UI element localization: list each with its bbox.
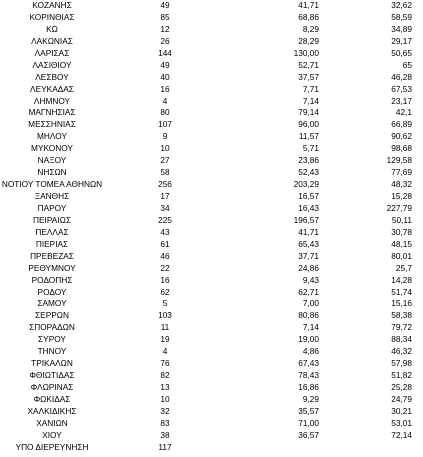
- region-name-cell: ΠΑΡΟΥ: [37, 202, 67, 213]
- cases-cell: 19: [160, 334, 170, 345]
- region-name-cell: ΡΕΘΥΜΝΟΥ: [28, 262, 76, 273]
- region-name-cell: ΜΗΛΟΥ: [37, 131, 67, 142]
- region-name-cell: ΛΑΚΩΝΙΑΣ: [31, 35, 73, 46]
- rate-cell: 96,00: [298, 119, 319, 130]
- region-name-cell: ΣΠΟΡΑΔΩΝ: [29, 322, 75, 333]
- cases-cell: 16: [160, 83, 170, 94]
- rate-cell: 203,29: [293, 179, 319, 190]
- table-row: [0, 48, 423, 60]
- table-row: [0, 406, 423, 418]
- rate-cell-2: 80,01: [391, 250, 412, 261]
- cases-cell: 40: [160, 71, 170, 82]
- rate-cell-2: 65: [402, 59, 412, 70]
- rate-cell-2: 129,58: [386, 155, 412, 166]
- table-row: [0, 24, 423, 36]
- rate-cell-2: 46,32: [391, 346, 412, 357]
- table-row: [0, 310, 423, 322]
- table-row: [0, 131, 423, 143]
- rate-cell: 7,14: [302, 322, 319, 333]
- rate-cell: 4,86: [302, 346, 319, 357]
- rate-cell-2: 66,89: [391, 119, 412, 130]
- rate-cell-2: 32,62: [391, 0, 412, 10]
- rate-cell: 80,86: [298, 310, 319, 321]
- table-row: [0, 143, 423, 155]
- rate-cell: 62,71: [298, 286, 319, 297]
- region-name-cell: ΠΙΕΡΙΑΣ: [35, 238, 69, 249]
- region-name-cell: ΦΛΩΡΙΝΑΣ: [30, 382, 74, 392]
- region-name-cell: ΚΟΡΙΝΘΙΑΣ: [29, 11, 75, 22]
- rate-cell: 41,71: [298, 226, 319, 237]
- rate-cell-2: 34,89: [391, 23, 412, 34]
- table-row: [0, 119, 423, 131]
- rate-cell: 52,71: [298, 59, 319, 70]
- table-row: [0, 275, 423, 287]
- rate-cell-2: 98,68: [391, 143, 412, 154]
- table-row: [0, 382, 423, 394]
- cases-cell: 49: [160, 59, 170, 70]
- cases-cell: 38: [160, 429, 170, 440]
- rate-cell-2: 23,17: [391, 95, 412, 106]
- rate-cell: 9,43: [302, 274, 319, 285]
- rate-cell-2: 77,69: [391, 167, 412, 178]
- rate-cell-2: [371, 442, 412, 454]
- table-row: [0, 167, 423, 179]
- region-name-cell: ΦΩΚΙΔΑΣ: [33, 393, 71, 404]
- region-name-cell: ΡΟΔΟΥ: [37, 286, 67, 297]
- rate-cell-2: 53,01: [391, 417, 412, 428]
- table-row: [0, 239, 423, 251]
- rate-cell-2: 88,34: [391, 334, 412, 345]
- table-row: [0, 263, 423, 275]
- cases-cell: 10: [160, 393, 170, 404]
- rate-cell: 16,86: [298, 382, 319, 392]
- table-row: [0, 322, 423, 334]
- rate-cell-2: 25,28: [391, 382, 412, 392]
- region-name-cell: ΚΟΖΑΝΗΣ: [32, 0, 72, 10]
- region-name-cell: ΥΠΟ ΔΙΕΡΕΥΝΗΣΗ: [15, 441, 89, 452]
- cases-cell: 11: [160, 322, 170, 333]
- region-name-cell: ΞΑΝΘΗΣ: [34, 191, 70, 201]
- table-row: [0, 179, 423, 191]
- cases-cell: 256: [158, 179, 172, 190]
- rate-cell-2: 15,28: [391, 191, 412, 201]
- rate-cell-2: 79,72: [391, 322, 412, 333]
- region-name-cell: ΣΑΜΟΥ: [37, 298, 67, 309]
- rate-cell: 78,43: [298, 370, 319, 381]
- rate-cell-2: 50,65: [391, 47, 412, 58]
- rate-cell: 7,71: [302, 83, 319, 94]
- cases-cell: 61: [160, 238, 170, 249]
- rate-cell: 8,29: [302, 23, 319, 34]
- region-name-cell: ΜΕΣΣΗΝΙΑΣ: [28, 119, 76, 130]
- table-row: [0, 107, 423, 119]
- rate-cell-2: 67,53: [391, 83, 412, 94]
- table-row: [0, 430, 423, 442]
- rate-cell: 68,86: [298, 11, 319, 22]
- table-row: [0, 334, 423, 346]
- table-row: [0, 418, 423, 430]
- cases-cell: 27: [160, 155, 170, 166]
- rate-cell: 37,71: [298, 250, 319, 261]
- region-name-cell: ΤΗΝΟΥ: [37, 346, 67, 357]
- cases-cell: 5: [162, 298, 168, 309]
- cases-cell: 22: [160, 262, 170, 273]
- region-name-cell: ΜΑΓΝΗΣΙΑΣ: [28, 107, 76, 118]
- rate-cell: 19,00: [298, 334, 319, 345]
- cases-cell: 26: [160, 35, 170, 46]
- rate-cell: 196,57: [293, 214, 319, 225]
- cases-cell: 62: [160, 286, 170, 297]
- region-name-cell: ΠΕΛΛΑΣ: [35, 226, 69, 237]
- region-name-cell: ΡΟΔΟΠΗΣ: [31, 274, 73, 285]
- cases-cell: 83: [160, 417, 170, 428]
- table-row: [0, 251, 423, 263]
- region-name-cell: ΧΑΛΚΙΔΙΚΗΣ: [27, 405, 77, 416]
- table-row: [0, 394, 423, 406]
- region-name-cell: ΚΩ: [46, 23, 58, 34]
- region-name-cell: ΠΡΕΒΕΖΑΣ: [30, 250, 74, 261]
- cases-cell: 34: [160, 202, 170, 213]
- table-row: [0, 72, 423, 84]
- cases-cell: 80: [160, 107, 170, 118]
- rate-cell: 9,29: [302, 393, 319, 404]
- region-name-cell: ΣΕΡΡΩΝ: [35, 310, 69, 321]
- table-row: [0, 298, 423, 310]
- cases-cell: 85: [160, 11, 170, 22]
- region-name-cell: ΛΑΡΙΣΑΣ: [34, 47, 70, 58]
- cases-cell: 49: [160, 0, 170, 10]
- rate-cell-2: 30,78: [391, 226, 412, 237]
- table-row: [0, 287, 423, 299]
- table-row: [0, 370, 423, 382]
- region-name-cell: ΠΕΙΡΑΙΩΣ: [33, 214, 71, 225]
- table-row: [0, 0, 423, 12]
- rate-cell: 79,14: [298, 107, 319, 118]
- rate-cell-2: 15,16: [391, 298, 412, 309]
- rate-cell: 28,29: [298, 35, 319, 46]
- rate-cell-2: 58,59: [391, 11, 412, 22]
- region-name-cell: ΛΕΥΚΑΔΑΣ: [30, 83, 74, 94]
- rate-cell: 52,43: [298, 167, 319, 178]
- rate-cell-2: 48,32: [391, 179, 412, 190]
- rate-cell-2: 90,62: [391, 131, 412, 142]
- rate-cell-2: 29,17: [391, 35, 412, 46]
- table-row: [0, 227, 423, 239]
- table-row: [0, 60, 423, 72]
- rate-cell-2: 24,79: [391, 393, 412, 404]
- cases-cell: 32: [160, 405, 170, 416]
- region-name-cell: ΛΑΣΙΘΙΟΥ: [32, 59, 72, 70]
- table-row: [0, 84, 423, 96]
- region-name-cell: ΜΥΚΟΝΟΥ: [31, 143, 73, 154]
- rate-cell: 37,57: [298, 71, 319, 82]
- cases-cell: 117: [158, 441, 172, 452]
- region-name-cell: ΝΑΞΟΥ: [37, 155, 67, 166]
- rate-cell-2: 14,28: [391, 274, 412, 285]
- rate-cell: 35,57: [298, 405, 319, 416]
- rate-cell-2: 57,98: [391, 358, 412, 369]
- cases-cell: 103: [158, 310, 172, 321]
- region-name-cell: ΝΗΣΩΝ: [37, 167, 67, 178]
- rate-cell: 11,57: [298, 131, 319, 142]
- region-name-cell: ΤΡΙΚΑΛΩΝ: [31, 358, 73, 369]
- rate-cell-2: 25,7: [395, 262, 412, 273]
- table-row: [0, 346, 423, 358]
- rate-cell-2: 46,28: [391, 71, 412, 82]
- cases-cell: 107: [158, 119, 172, 130]
- cases-cell: 46: [160, 250, 170, 261]
- rate-cell: 41,71: [298, 0, 319, 10]
- cases-cell: 144: [158, 47, 172, 58]
- cases-cell: 4: [162, 346, 168, 357]
- rate-cell: 24,86: [298, 262, 319, 273]
- table-row: [0, 155, 423, 167]
- cases-cell: 76: [160, 358, 170, 369]
- cases-cell: 9: [162, 131, 168, 142]
- cases-cell: 17: [160, 191, 170, 201]
- rate-cell: 67,43: [298, 358, 319, 369]
- cases-cell: 4: [162, 95, 168, 106]
- cases-cell: 13: [160, 382, 170, 392]
- table-row: [0, 12, 423, 24]
- rate-cell-2: 50,11: [391, 214, 412, 225]
- rate-cell: 16,43: [298, 202, 319, 213]
- cases-cell: 225: [158, 214, 172, 225]
- rate-cell: 7,00: [302, 298, 319, 309]
- rate-cell-2: 72,14: [391, 429, 412, 440]
- cases-cell: 43: [160, 226, 170, 237]
- rate-cell: 130,00: [293, 47, 319, 58]
- region-name-cell: ΛΗΜΝΟΥ: [33, 95, 71, 106]
- rate-cell: 7,14: [302, 95, 319, 106]
- rate-cell-2: 227,79: [386, 202, 412, 213]
- rate-cell: 5,71: [302, 143, 319, 154]
- rate-cell: 23,86: [298, 155, 319, 166]
- rate-cell: 65,43: [298, 238, 319, 249]
- rate-cell-2: 51,74: [391, 286, 412, 297]
- region-name-cell: ΛΕΣΒΟΥ: [35, 71, 69, 82]
- region-name-cell: ΧΑΝΙΩΝ: [36, 417, 68, 428]
- table-row: [0, 442, 423, 454]
- rate-cell: 36,57: [298, 429, 319, 440]
- cases-cell: 82: [160, 370, 170, 381]
- rate-cell: 16,57: [298, 191, 319, 201]
- table-row: [0, 191, 423, 203]
- cases-cell: 58: [160, 167, 170, 178]
- region-name-cell: ΣΥΡΟΥ: [38, 334, 66, 345]
- region-name-cell: ΝΟΤΙΟΥ ΤΟΜΕΑ ΑΘΗΝΩΝ: [1, 179, 103, 190]
- rate-cell-2: 58,38: [391, 310, 412, 321]
- cases-cell: 10: [160, 143, 170, 154]
- table-row: [0, 203, 423, 215]
- rate-cell-2: 51,82: [391, 370, 412, 381]
- rate-cell: [269, 442, 319, 454]
- cases-cell: 12: [160, 23, 170, 34]
- rate-cell-2: 48,15: [391, 238, 412, 249]
- rate-cell-2: 30,21: [391, 405, 412, 416]
- table-row: [0, 358, 423, 370]
- table-row: [0, 36, 423, 48]
- region-name-cell: ΧΙΟΥ: [42, 429, 62, 440]
- table-row: [0, 96, 423, 108]
- table-row: [0, 215, 423, 227]
- rate-cell-2: 42,1: [395, 107, 412, 118]
- cases-cell: 16: [160, 274, 170, 285]
- region-name-cell: ΦΘΙΩΤΙΔΑΣ: [29, 370, 75, 381]
- rate-cell: 71,00: [298, 417, 319, 428]
